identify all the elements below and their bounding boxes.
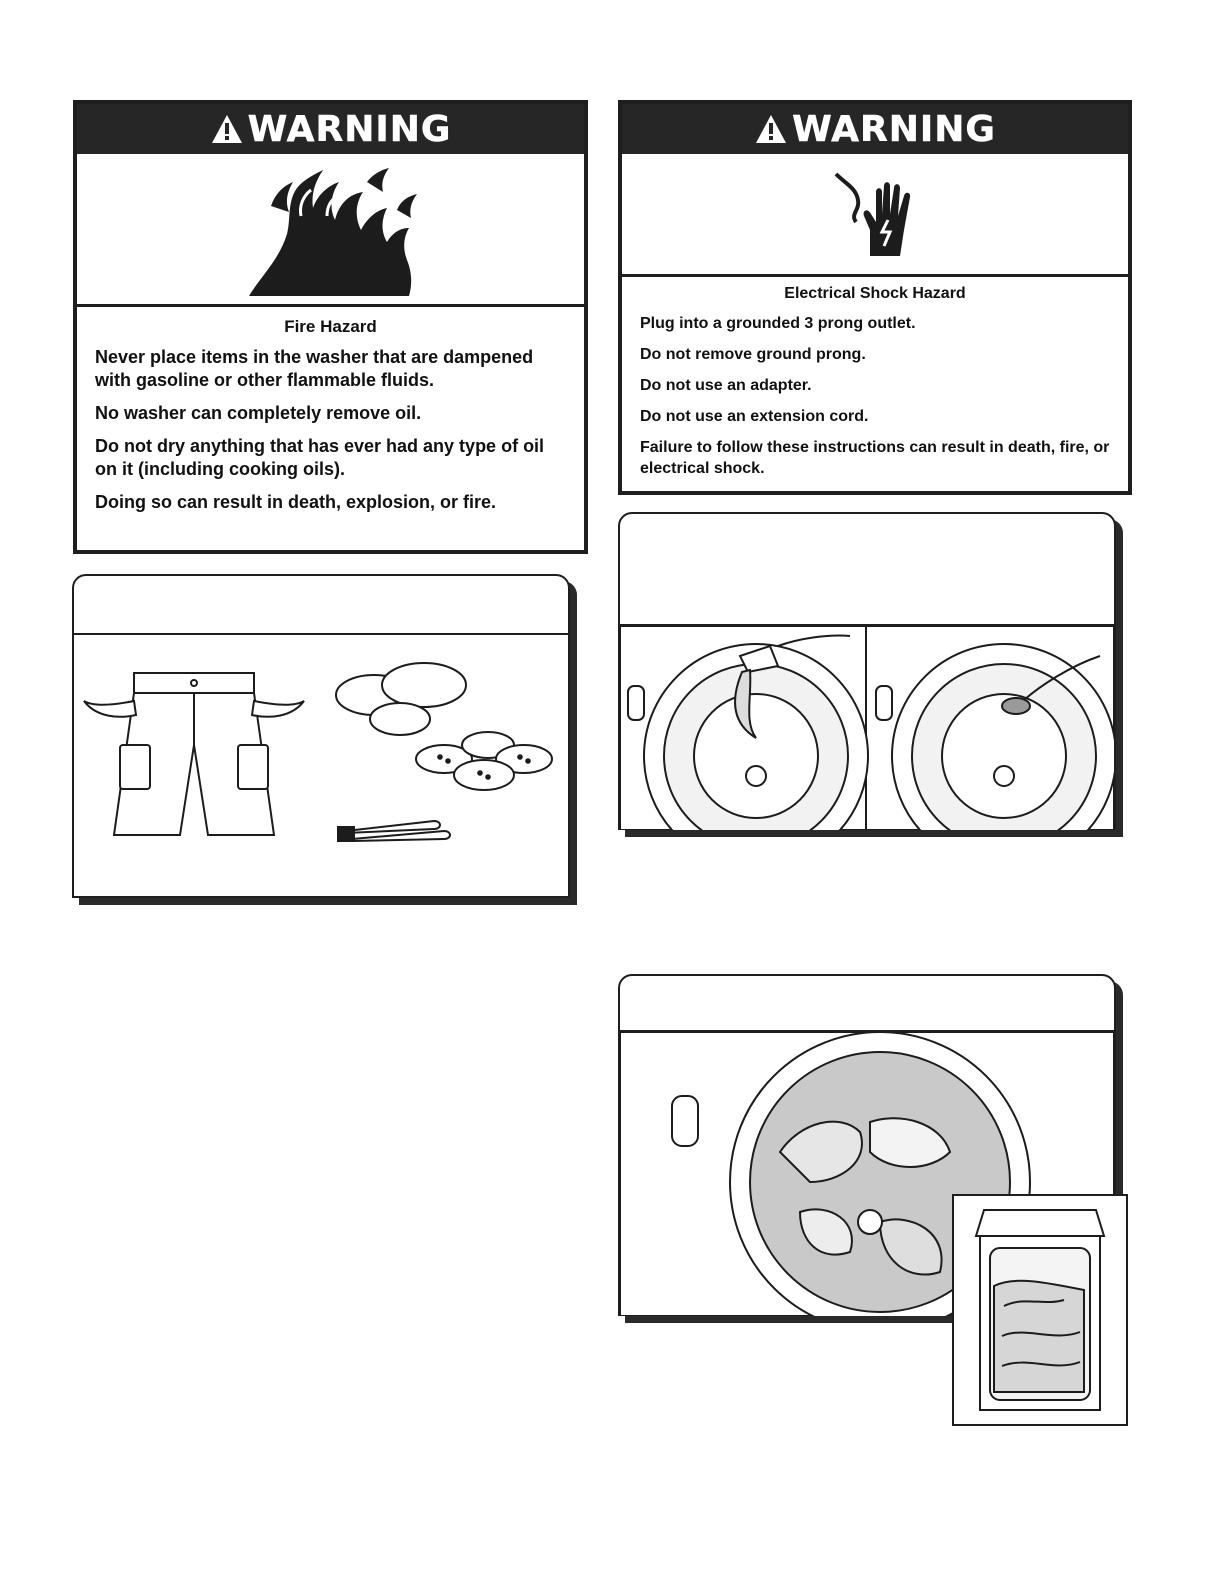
warning-line: Never place items in the washer that are dampened with gasoline or other flammable fluids. <box>95 347 534 390</box>
pants-coins-buttons-illustration <box>74 635 568 895</box>
fire-hazard-warning <box>73 100 588 554</box>
washer-front-view-illustration <box>954 1196 1126 1424</box>
warning-text <box>77 346 584 514</box>
warning-header-text: WARNING <box>247 108 452 150</box>
warning-line: Do not use an extension cord. <box>640 408 869 425</box>
warning-text <box>622 313 1128 479</box>
warning-line: No washer can completely remove oil. <box>95 403 422 423</box>
warning-triangle-icon <box>210 113 244 145</box>
warning-header-text: WARNING <box>792 108 996 150</box>
add-detergent-panel <box>618 512 1116 830</box>
electric-shock-hand-icon <box>830 170 920 262</box>
warning-line: Do not use an adapter. <box>640 377 812 394</box>
electrical-shock-warning <box>618 100 1132 495</box>
hazard-title: Electrical Shock Hazard <box>784 285 966 302</box>
hazard-title: Fire Hazard <box>284 317 377 336</box>
warning-line: Do not remove ground prong. <box>640 346 866 363</box>
fire-icon <box>231 164 431 299</box>
warning-header <box>622 104 1128 154</box>
warning-triangle-icon <box>754 113 788 145</box>
warning-line: Doing so can result in death, explosion, or fire. <box>95 492 497 512</box>
warning-line: Do not dry anything that has ever had any type of oil on it (including cooking oils). <box>95 436 545 479</box>
warning-header <box>77 104 584 154</box>
empty-pockets-panel <box>72 574 570 898</box>
warning-line: Plug into a grounded 3 prong outlet. <box>640 315 916 332</box>
warning-line: Failure to follow these instructions can result in death, fire, or electrical shock. <box>640 439 1110 477</box>
add-detergent-illustration <box>620 626 1114 830</box>
washer-load-level-inset <box>952 1194 1128 1426</box>
